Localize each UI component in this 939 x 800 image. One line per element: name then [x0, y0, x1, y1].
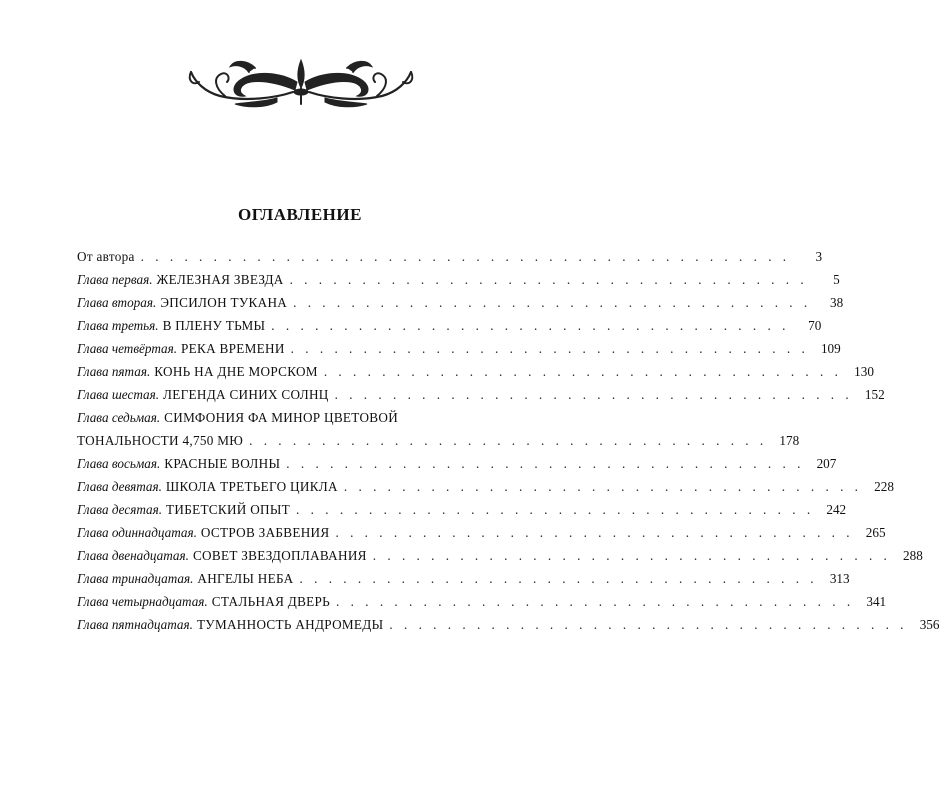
- leader-dots: . . . . . . . . . . . . . . . . . . . . . . . . . . . . . . . . . . . .: [389, 617, 908, 632]
- toc-page-number: 109: [820, 341, 841, 356]
- toc-chapter-label: Глава пятнадцатая.: [77, 617, 193, 632]
- leader-dots: . . . . . . . . . . . . . . . . . . . . . . . . . . . . . . . . . . . .: [249, 433, 768, 448]
- toc-title: ОСТРОВ ЗАБВЕНИЯ: [200, 525, 330, 540]
- leader-dots: . . . . . . . . . . . . . . . . . . . . . . . . . . . . . . . . . . . .: [286, 456, 805, 471]
- toc-title: ЖЕЛЕЗНАЯ ЗВЕЗДА: [156, 272, 284, 287]
- toc-title: ШКОЛА ТРЕТЬЕГО ЦИКЛА: [165, 479, 338, 494]
- toc-page-number: 178: [779, 433, 800, 448]
- toc-entry-chapter-5[interactable]: [77, 360, 874, 383]
- toc-chapter-label: Глава первая.: [77, 272, 153, 287]
- toc-page-number: 207: [816, 456, 837, 471]
- toc-title: ЛЕГЕНДА СИНИХ СОЛНЦ: [163, 387, 329, 402]
- leader-dots: . . . . . . . . . . . . . . . . . . . . . . . . . . . . . . . . . . . .: [289, 272, 808, 287]
- toc-entry-chapter-10[interactable]: [77, 498, 847, 521]
- toc-entry-chapter-8[interactable]: [77, 452, 837, 475]
- leader-dots: . . . . . . . . . . . . . . . . . . . . . . . . . . . . . . . . . . . .: [293, 295, 812, 310]
- toc-chapter-label: Глава четвёртая.: [77, 341, 178, 356]
- toc-page-number: 3: [815, 249, 823, 264]
- toc-page-number: 130: [854, 364, 874, 379]
- toc-entry-chapter-6[interactable]: [77, 383, 885, 406]
- toc-page-number: 38: [829, 295, 844, 310]
- toc-page-number: 242: [826, 502, 847, 517]
- toc-title: КРАСНЫЕ ВОЛНЫ: [164, 456, 281, 471]
- toc-chapter-label: Глава десятая.: [77, 502, 163, 517]
- leader-dots: . . . . . . . . . . . . . . . . . . . . . . . . . . . . . . . . . . . .: [343, 479, 862, 494]
- toc-title: ЭПСИЛОН ТУКАНА: [160, 295, 288, 310]
- toc-entry-author[interactable]: [77, 245, 823, 268]
- toc-page-number: 288: [903, 548, 923, 563]
- leader-dots: . . . . . . . . . . . . . . . . . . . . . . . . . . . . . . . . . . . .: [323, 364, 842, 379]
- toc-title: От автора: [77, 249, 135, 264]
- toc-chapter-label: Глава девятая.: [77, 479, 162, 494]
- toc-title: АНГЕЛЫ НЕБА: [197, 571, 294, 586]
- toc-page-number: 356: [919, 617, 939, 632]
- toc-page-number: 341: [866, 594, 887, 609]
- toc-title: РЕКА ВРЕМЕНИ: [181, 341, 285, 356]
- toc-page-number: 313: [829, 571, 850, 586]
- leader-dots: . . . . . . . . . . . . . . . . . . . . . . . . . . . . . . . . . . . .: [296, 502, 815, 517]
- leader-dots: . . . . . . . . . . . . . . . . . . . . . . . . . . . . . . . . . . . .: [372, 548, 891, 563]
- decorative-ornament-icon: [185, 52, 417, 110]
- toc-entry-chapter-12[interactable]: [77, 544, 923, 567]
- toc-title: СТАЛЬНАЯ ДВЕРЬ: [211, 594, 331, 609]
- toc-chapter-label: Глава одиннадцатая.: [77, 525, 197, 540]
- toc-entry-chapter-11[interactable]: [77, 521, 886, 544]
- toc-entry-chapter-14[interactable]: [77, 590, 887, 613]
- leader-dots: . . . . . . . . . . . . . . . . . . . . . . . . . . . . . . . . . . . .: [271, 318, 790, 333]
- toc-entry-chapter-15[interactable]: [77, 613, 939, 636]
- leader-dots: . . . . . . . . . . . . . . . . . . . . . . . . . . . . . . . . . . . .: [290, 341, 809, 356]
- toc-page-number: 5: [833, 272, 840, 287]
- toc-page-number: 152: [864, 387, 885, 402]
- toc-entry-chapter-1[interactable]: [77, 268, 840, 291]
- toc-title: СИМФОНИЯ ФА МИНОР ЦВЕТОВОЙ: [164, 410, 399, 425]
- toc-chapter-label: Глава пятая.: [77, 364, 151, 379]
- toc-entry-chapter-13[interactable]: [77, 567, 850, 590]
- leader-dots: . . . . . . . . . . . . . . . . . . . . . . . . . . . . . . . . . . . .: [334, 387, 853, 402]
- toc-title: В ПЛЕНУ ТЬМЫ: [162, 318, 266, 333]
- table-of-contents: [77, 245, 939, 636]
- leader-dots: . . . . . . . . . . . . . . . . . . . . . . . . . . . . . . . . . . . .: [299, 571, 818, 586]
- toc-title-continuation: ТОНАЛЬНОСТИ 4,750 МЮ: [77, 433, 244, 448]
- toc-chapter-label: Глава двенадцатая.: [77, 548, 189, 563]
- toc-chapter-label: Глава четырнадцатая.: [77, 594, 208, 609]
- toc-chapter-label: Глава седьмая.: [77, 410, 161, 425]
- toc-page-number: 265: [865, 525, 886, 540]
- leader-dots: . . . . . . . . . . . . . . . . . . . . . . . . . . . . . . . . . . . .: [336, 594, 855, 609]
- toc-title: КОНЬ НА ДНЕ МОРСКОМ: [154, 364, 318, 379]
- toc-chapter-label: Глава тринадцатая.: [77, 571, 194, 586]
- page-title: ОГЛАВЛЕНИЕ: [238, 205, 362, 224]
- toc-page-number: 228: [874, 479, 894, 494]
- leader-dots: . . . . . . . . . . . . . . . . . . . . . . . . . . . . . . . . . . . . . . . . . . . . .: [140, 249, 791, 264]
- toc-chapter-label: Глава шестая.: [77, 387, 160, 402]
- toc-entry-chapter-3[interactable]: [77, 314, 822, 337]
- toc-entry-chapter-4[interactable]: [77, 337, 841, 360]
- toc-chapter-label: Глава вторая.: [77, 295, 157, 310]
- toc-title: ТУМАННОСТЬ АНДРОМЕДЫ: [196, 617, 384, 632]
- toc-entry-chapter-9[interactable]: [77, 475, 894, 498]
- toc-entry-chapter-2[interactable]: [77, 291, 844, 314]
- toc-chapter-label: Глава третья.: [77, 318, 159, 333]
- toc-chapter-label: Глава восьмая.: [77, 456, 161, 471]
- toc-title: ТИБЕТСКИЙ ОПЫТ: [166, 502, 291, 517]
- toc-title: СОВЕТ ЗВЕЗДОПЛАВАНИЯ: [192, 548, 367, 563]
- toc-page-number: 70: [808, 318, 822, 333]
- toc-entry-chapter-7[interactable]: [77, 406, 800, 452]
- leader-dots: . . . . . . . . . . . . . . . . . . . . . . . . . . . . . . . . . . . .: [335, 525, 854, 540]
